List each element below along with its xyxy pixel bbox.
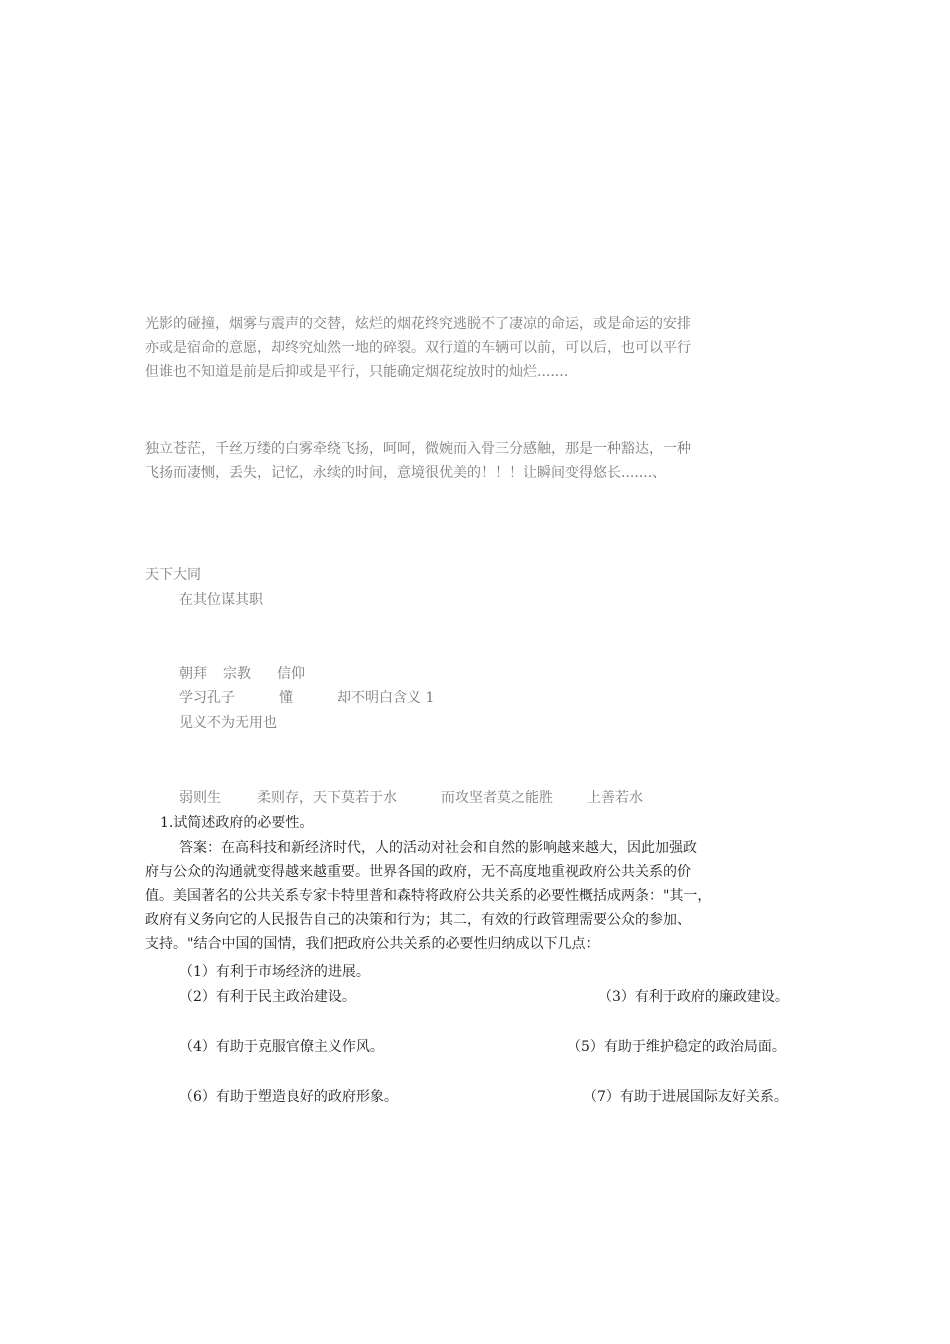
answer-point: （2）有利于民主政治建设。 bbox=[179, 989, 356, 1005]
notes-word: 上善若水 bbox=[587, 790, 643, 806]
notes-title: 天下大同 bbox=[145, 567, 201, 583]
answer-line: 支持。"结合中国的国情，我们把政府公共关系的必要性归纳成以下几点： bbox=[145, 936, 600, 952]
answer-point: （4）有助于克服官僚主义作风。 bbox=[179, 1039, 384, 1055]
notes-word: 宗教 bbox=[223, 666, 251, 682]
passage-fireworks-line: 亦或是宿命的意愿，却终究灿然一地的碎裂。双行道的车辆可以前，可以后，也可以平行 bbox=[145, 340, 691, 356]
passage-fireworks-line: 光影的碰撞，烟雾与震声的交替，炫烂的烟花终究逃脱不了凄凉的命运，或是命运的安排 bbox=[145, 316, 691, 332]
passage-mist-line: 飞扬而凄恻，丢失，记忆，永续的时间，意境很优美的！！！让瞬间变得悠长.......、 bbox=[145, 465, 667, 481]
answer-point: （3）有利于政府的廉政建设。 bbox=[598, 989, 789, 1005]
answer-point: （5）有助于维护稳定的政治局面。 bbox=[567, 1039, 786, 1055]
notes-word: 弱则生 bbox=[179, 790, 221, 806]
notes-line bbox=[179, 662, 305, 686]
notes-word: 却不明白含义 1 bbox=[337, 690, 435, 706]
notes-word: 懂 bbox=[279, 690, 293, 706]
answer-line: 答案：在高科技和新经济时代，人的活动对社会和自然的影响越来越大，因此加强政 bbox=[179, 840, 697, 856]
answer-line: 政府有义务向它的人民报告自己的决策和行为；其二，有效的行政管理需要公众的参加、 bbox=[145, 912, 691, 928]
notes-line bbox=[179, 686, 434, 710]
passage-mist-line: 独立苍茫，千丝万缕的白雾牵绕飞扬，呵呵，微婉而入骨三分感触，那是一种豁达，一种 bbox=[145, 441, 691, 457]
passage-mist bbox=[145, 437, 815, 485]
notes-line: 在其位谋其职 bbox=[179, 592, 263, 608]
answer-point: （7）有助于进展国际友好关系。 bbox=[583, 1089, 788, 1105]
passage-fireworks-line: 但谁也不知道是前是后抑或是平行，只能确定烟花绽放时的灿烂....... bbox=[145, 364, 569, 380]
answer-line: 府与公众的沟通就变得越来越重要。世界各国的政府，无不高度地重视政府公共关系的价 bbox=[145, 864, 691, 880]
notes-word: 而攻坚者莫之能胜 bbox=[441, 790, 553, 806]
answer-line: 值。美国著名的公共关系专家卡特里普和森特将政府公共关系的必要性概括成两条："其一， bbox=[145, 888, 712, 904]
answer-point: （6）有助于塑造良好的政府形象。 bbox=[179, 1089, 398, 1105]
notes-word: 信仰 bbox=[277, 666, 305, 682]
answer-point: （1）有利于市场经济的进展。 bbox=[179, 964, 370, 980]
notes-line bbox=[179, 786, 643, 810]
notes-word: 朝拜 bbox=[179, 666, 207, 682]
answer-paragraph bbox=[145, 836, 815, 956]
notes-word: 学习孔子 bbox=[179, 690, 235, 706]
passage-fireworks bbox=[145, 312, 815, 384]
notes-line: 见义不为无用也 bbox=[179, 715, 277, 731]
question-heading: 1.试简述政府的必要性。 bbox=[160, 815, 314, 831]
notes-word: 柔则存，天下莫若于水 bbox=[257, 790, 397, 806]
